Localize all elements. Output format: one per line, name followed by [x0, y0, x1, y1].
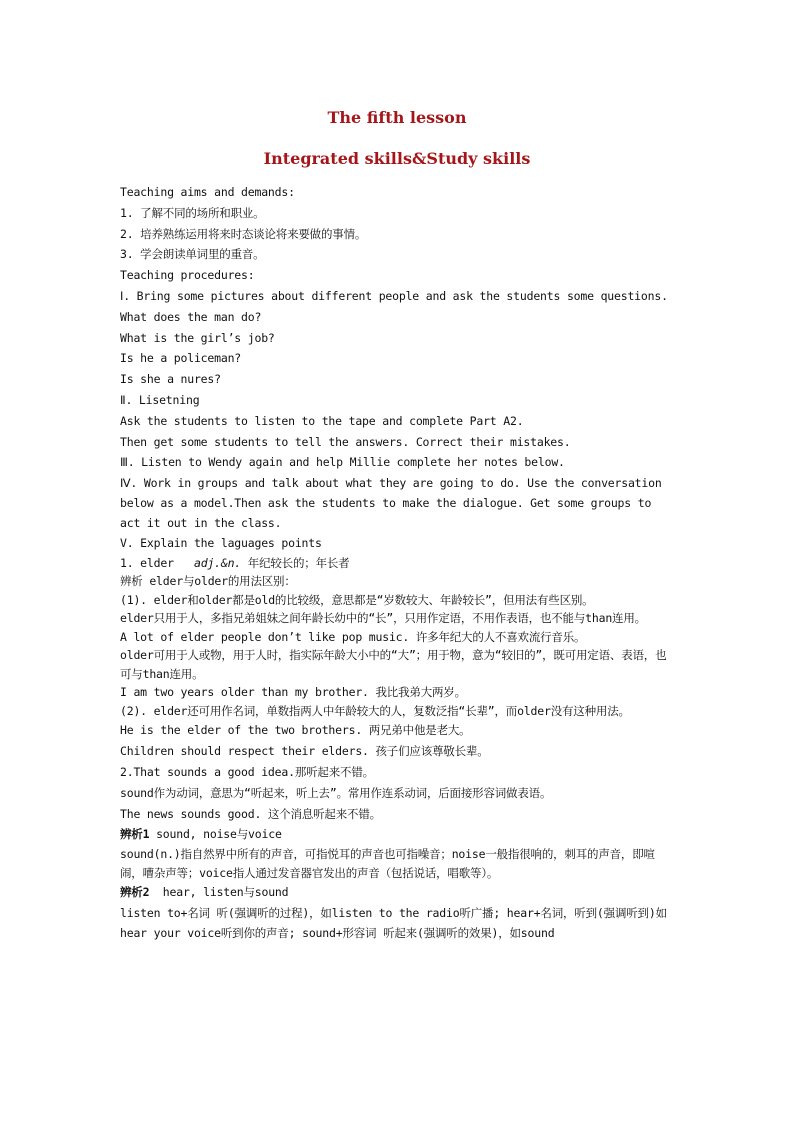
document-body: [120, 182, 676, 943]
lesson-title: The fifth lesson: [327, 108, 467, 127]
text-paragraph: Ⅳ. Work in groups and talk about what they are going to do. Use the conversation below as a model.Then ask the students to make the dialogue. Get some groups to act it out in the class.: [120, 476, 662, 531]
text-line: Ⅲ. Listen to Wendy again and help Millie complete her notes below.: [120, 455, 565, 470]
text-line: Ask the students to listen to the tape and complete Part A2.: [120, 413, 524, 428]
text-paragraph: older可用于人或物，用于人时，指实际年龄大小中的“大”；用于物，意为“较旧的”，既可用定语、表语，也可与than连用。: [120, 648, 667, 681]
analysis-topic: hear, listen与sound: [162, 885, 289, 900]
text-line: A lot of elder people don’t like pop music. 许多年纪大的人不喜欢流行音乐。: [120, 629, 586, 644]
analysis-label: 辨析2: [120, 885, 150, 900]
text-paragraph: elder只用于人，多指兄弟姐妹之间年龄长幼中的“长”，只用作定语，不用作表语，也不能与than连用。: [120, 611, 646, 626]
text-line: Is she a nures?: [120, 372, 221, 387]
text-line: 1. 了解不同的场所和职业。: [120, 205, 265, 220]
analysis-label: 辨析1: [120, 827, 150, 842]
text-paragraph: listen to+名词 听(强调听的过程)，如listen to the radio听广播; hear+名词，听到(强调听到)如hear your voice听到你的声音; sound+形容词 听起来(强调听的效果)，如sound: [120, 906, 667, 941]
text-line: The news sounds good. 这个消息听起来不错。: [120, 806, 381, 821]
text-line: V. Explain the laguages points: [120, 536, 322, 551]
vocab-entry: [120, 554, 676, 573]
text-line: Ⅱ. Lisetning: [120, 392, 200, 407]
analysis-heading: [120, 824, 676, 845]
text-line: Teaching aims and demands:: [120, 185, 295, 199]
text-line: sound作为动词，意思为“听起来，听上去”。常用作连系动词，后面接形容词做表语。: [120, 785, 552, 800]
text-line: 2. 培养熟练运用将来时态谈论将来要做的事情。: [120, 226, 367, 241]
vocab-meaning: 年纪较长的；年长者: [247, 555, 350, 570]
text-line: Is he a policeman?: [120, 351, 242, 366]
analysis-heading: [120, 882, 676, 903]
text-line: Children should respect their elders. 孩子们应该尊敬长辈。: [120, 744, 489, 759]
text-line: Teaching procedures:: [120, 268, 255, 283]
analysis-topic: sound, noise与voice: [156, 827, 282, 842]
lesson-subtitle: Integrated skills&Study skills: [263, 149, 531, 168]
text-paragraph: (1). elder和older都是old的比较级，意思都是“岁数较大、年龄较长”，但用法有些区别。: [120, 592, 594, 607]
text-line: He is the elder of the two brothers. 两兄弟中他是老大。: [120, 723, 471, 738]
text-line: 辨析 elder与older的用法区别：: [120, 574, 296, 589]
text-line: What is the girl’s job?: [120, 330, 275, 345]
text-paragraph: (2). elder还可用作名词，单数指两人中年龄较大的人，复数泛指“长辈”，而older没有这种用法。: [120, 703, 630, 718]
text-line: What does the man do?: [120, 309, 262, 324]
text-line: 2.That sounds a good idea.那听起来不错。: [120, 765, 374, 780]
part-of-speech: adj.&n.: [193, 555, 242, 570]
text-line: 3. 学会朗读单词里的重音。: [120, 247, 265, 262]
vocab-word: 1. elder: [120, 555, 174, 570]
text-paragraph: sound(n.)指自然界中所有的声音，可指悦耳的声音也可指噪音；noise一般指很响的，刺耳的声音，即喧闹，嘈杂声等；voice指人通过发音器官发出的声音（包括说话，唱歌等）。: [120, 847, 655, 880]
text-line: Then get some students to tell the answers. Correct their mistakes.: [120, 434, 571, 449]
text-line: I am two years older than my brother. 我比我弟大两岁。: [120, 685, 466, 700]
text-line: Ⅰ. Bring some pictures about different people and ask the students some questions.: [120, 288, 668, 303]
